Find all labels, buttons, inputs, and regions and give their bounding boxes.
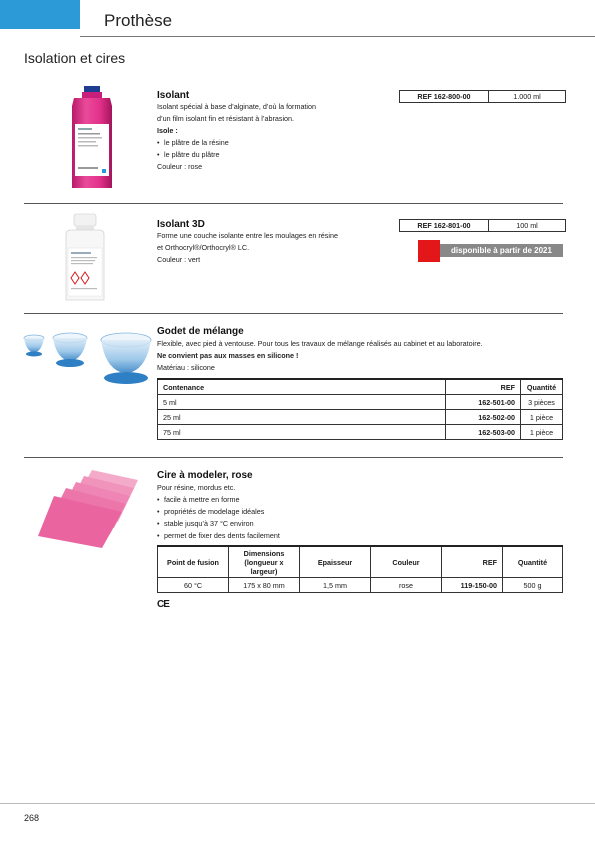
table-cell: 60 °C: [158, 578, 229, 593]
table-cell: 1 pièce: [521, 425, 563, 440]
isolant-desc-line-1: Isolant spécial à base d’alginate, d’où la formation: [157, 102, 317, 111]
table-row: [158, 578, 563, 593]
ce-mark: CE: [157, 599, 169, 610]
cire-bullet: propriétés de modelage idéales: [164, 507, 265, 516]
red-square-icon: [418, 240, 440, 262]
cire-col-dimensions: Dimensions (longueur x largeur): [229, 546, 300, 578]
cire-description: [157, 482, 457, 542]
table-cell: 162-502-00: [446, 410, 521, 425]
table-cell: 1,5 mm: [300, 578, 371, 593]
chapter-title: Prothèse: [104, 11, 173, 30]
isolant3d-desc-line-2: et Orthocryl®/Orthocryl® LC.: [157, 243, 250, 252]
cire-bullet: stable jusqu’à 37 °C environ: [164, 519, 254, 528]
table-row: [158, 395, 563, 410]
isolant-isole-label: Isole :: [157, 126, 178, 135]
isolant3d-color: Couleur : vert: [157, 255, 201, 264]
isolant-title: Isolant: [157, 90, 190, 101]
isolant3d-ref-table: [399, 219, 566, 232]
table-cell: 5 ml: [158, 395, 446, 410]
isolant-qty: 1.000 ml: [489, 91, 566, 103]
cire-desc-line-1: Pour résine, mordus etc.: [157, 483, 236, 492]
footer-rule: [0, 803, 595, 804]
availability-label: disponible à partir de 2021: [440, 244, 563, 257]
godet-table: [157, 378, 563, 440]
table-row: [158, 425, 563, 440]
isolant3d-title: Isolant 3D: [157, 219, 205, 230]
chapter-rule: [80, 36, 595, 37]
table-cell: rose: [371, 578, 442, 593]
cire-col-epaisseur: Epaisseur: [300, 546, 371, 578]
table-cell: 500 g: [503, 578, 563, 593]
godet-material: Matériau : silicone: [157, 363, 215, 372]
chapter-tab: [0, 0, 80, 29]
product-separator: [24, 313, 563, 314]
isolant3d-desc-line-1: Forme une couche isolante entre les moulages en résine: [157, 231, 338, 240]
godet-description: [157, 338, 563, 374]
isolant-description: [157, 101, 397, 173]
pink-bottle-image: [58, 80, 130, 192]
table-cell: 1 pièce: [521, 410, 563, 425]
cire-col-ref: REF: [442, 546, 503, 578]
table-cell: 162-501-00: [446, 395, 521, 410]
godet-col-quantite: Quantité: [521, 379, 563, 395]
table-cell: 25 ml: [158, 410, 446, 425]
isolant-ref-table: [399, 90, 566, 103]
table-row: [158, 410, 563, 425]
isolant-bullet-2: le plâtre du plâtre: [164, 150, 220, 159]
section-title: Isolation et cires: [24, 50, 126, 66]
wax-sheets-image: [34, 466, 144, 552]
isolant3d-qty: 100 ml: [489, 220, 566, 232]
cire-col-quantite: Quantité: [503, 546, 563, 578]
product-separator: [24, 203, 563, 204]
isolant-color: Couleur : rose: [157, 162, 203, 171]
godet-col-contenance: Contenance: [158, 379, 446, 395]
page-number: 268: [24, 813, 40, 823]
isolant-bullet-1: le plâtre de la résine: [164, 138, 229, 147]
cire-title: Cire à modeler, rose: [157, 470, 253, 481]
table-cell: 175 x 80 mm: [229, 578, 300, 593]
table-cell: 75 ml: [158, 425, 446, 440]
table-cell: 162-503-00: [446, 425, 521, 440]
table-cell: 3 pièces: [521, 395, 563, 410]
cire-table: [157, 545, 563, 593]
isolant-ref: REF 162-800-00: [400, 91, 489, 103]
white-bottle-image: [60, 212, 110, 304]
cire-bullet: facile à mettre en forme: [164, 495, 240, 504]
isolant-desc-line-2: d’un film isolant fin et résistant à l’abrasion.: [157, 114, 295, 123]
godet-col-ref: REF: [446, 379, 521, 395]
product-separator: [24, 457, 563, 458]
mixing-cups-image: [22, 326, 154, 388]
godet-desc-line-1: Flexible, avec pied à ventouse. Pour tous les travaux de mélange réalisés au cabinet et au laboratoire.: [157, 339, 483, 348]
cire-col-couleur: Couleur: [371, 546, 442, 578]
cire-col-fusion: Point de fusion: [158, 546, 229, 578]
cire-bullet: permet de fixer des dents facilement: [164, 531, 280, 540]
godet-title: Godet de mélange: [157, 326, 244, 337]
isolant3d-description: [157, 230, 397, 266]
isolant3d-ref: REF 162-801-00: [400, 220, 489, 232]
table-cell: 119-150-00: [442, 578, 503, 593]
godet-warning: Ne convient pas aux masses en silicone !: [157, 351, 299, 360]
